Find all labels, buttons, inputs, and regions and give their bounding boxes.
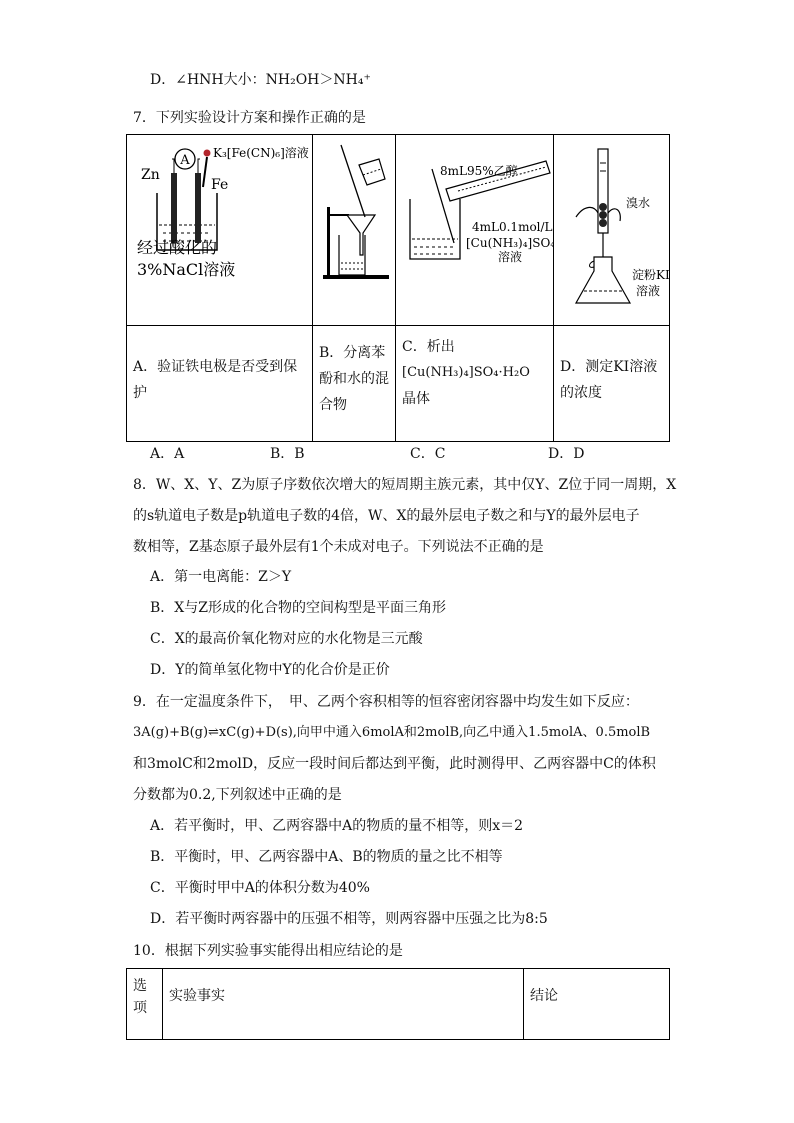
cu-label-1: 4mL0.1mol/L — [472, 220, 553, 234]
q7-figure-c — [396, 135, 554, 326]
dropper-icon — [203, 157, 207, 187]
q10-table — [126, 968, 670, 1040]
solution-label-2: 3%NaCl溶液 — [137, 260, 236, 279]
q7-figure-d — [554, 135, 670, 326]
glass-rod-icon — [341, 145, 365, 217]
q8-stem-line1: 8．W、X、Y、Z为原子序数依次增大的短周期主族元素，其中仅Y、Z位于同一周期，X — [133, 477, 677, 493]
q9-stem-line4: 分数都为0.2,下列叙述中正确的是 — [133, 787, 342, 803]
q7-caption-c-formula: [Cu(NH₃)₄]SO₄·H₂O — [402, 365, 530, 380]
q7-caption-c — [396, 326, 553, 412]
q10-header-option-1: 选 — [133, 978, 147, 994]
wire-right — [198, 159, 200, 173]
q8-option-a: A．第一电离能：Z＞Y — [150, 569, 292, 585]
starch-label-1: 淀粉KI — [632, 268, 670, 282]
titration-diagram — [554, 135, 670, 321]
stand-rod — [327, 207, 330, 277]
q9-stem-line3: 和3molC和2molD，反应一段时间后都达到平衡，此时测得甲、乙两容器中C的体积 — [133, 756, 656, 772]
q7-figure-table — [126, 134, 670, 442]
q7-caption-c-suffix: 晶体 — [402, 391, 430, 407]
q9-stem-line1: 9．在一定温度条件下， 甲、乙两个容积相等的恒容密闭容器中均发生如下反应： — [133, 694, 639, 710]
funnel-icon — [347, 215, 375, 255]
q7-figure-a — [127, 135, 313, 326]
q8-option-c: C．X的最高价氧化物对应的水化物是三元酸 — [150, 631, 423, 647]
q10-header-conclusion: 结论 — [524, 969, 670, 1040]
fe-electrode — [195, 173, 201, 243]
q7-caption-c-prefix: C．析出 — [402, 339, 455, 355]
q7-stem: 7．下列实验设计方案和操作正确的是 — [133, 110, 366, 126]
q7-figure-b — [313, 135, 396, 326]
crystallization-diagram — [396, 135, 554, 321]
q7-answer-a: A．A — [150, 446, 185, 462]
cu-label-3: 溶液 — [498, 250, 523, 264]
filtration-diagram — [313, 135, 396, 321]
wire-left — [172, 159, 174, 173]
stopcock-icon — [599, 211, 607, 219]
ethanol-label: 8mL95%乙醇 — [440, 164, 518, 178]
q8-stem-line2: 的s轨道电子数是p轨道电子数的4倍，W、X的最外层电子数之和与Y的最外层电子 — [133, 508, 640, 524]
q10-header-fact: 实验事实 — [163, 969, 524, 1040]
galvanic-cell-diagram — [127, 135, 313, 321]
q6-option-d: D．∠HNH大小：NH₂OH＞NH₄⁺ — [150, 72, 371, 88]
starch-label-2: 溶液 — [636, 284, 661, 298]
q7-answer-b: B．B — [270, 446, 305, 462]
q7-caption-a: A．验证铁电极是否受到保护 — [133, 359, 298, 401]
q9-option-a: A．若平衡时，甲、乙两容器中A的物质的量不相等，则x＝2 — [150, 818, 524, 834]
hand-left-icon — [576, 207, 598, 217]
flask-icon — [576, 257, 630, 303]
q9-option-b: B．平衡时，甲、乙两容器中A、B的物质的量之比不相等 — [150, 849, 503, 865]
q7-caption-b: B．分离苯酚和水的混合物 — [319, 345, 389, 413]
cu-label-2: [Cu(NH₃)₄]SO₄ — [466, 236, 554, 250]
zn-electrode — [171, 173, 177, 243]
q7-caption-d: D．测定KI溶液的浓度 — [560, 359, 658, 401]
dropper-bulb-icon — [204, 150, 211, 157]
zn-label: Zn — [141, 167, 160, 183]
stopcock-icon — [599, 219, 607, 227]
fe-label: Fe — [211, 177, 229, 193]
q8-option-b: B．X与Z形成的化合物的空间构型是平面三角形 — [150, 600, 446, 616]
hand-right-icon — [608, 209, 620, 221]
stopcock-icon — [599, 203, 607, 211]
reagent-label: K₃[Fe(CN)₆]溶液 — [213, 146, 309, 160]
q8-stem-line3: 数相等，Z基态原子最外层有1个未成对电子。下列说法不正确的是 — [133, 539, 544, 555]
q10-header-option-2: 项 — [133, 1000, 147, 1016]
hand-flask-icon — [590, 261, 595, 267]
q10-stem: 10．根据下列实验事实能得出相应结论的是 — [133, 943, 403, 959]
glass-rod-icon — [432, 169, 454, 243]
q7-answer-d: D．D — [548, 446, 585, 462]
q9-stem-line2: 3A(g)+B(g)⇌xC(g)+D(s),向甲中通入6molA和2molB,向乙中通入1.5molA、0.5molB — [133, 725, 651, 740]
bromine-label: 溴水 — [626, 196, 651, 210]
ammeter-label: A — [180, 153, 190, 168]
beaker-outline — [410, 199, 460, 259]
q9-option-c: C．平衡时甲中A的体积分数为40% — [150, 880, 370, 896]
solution-label-1: 经过酸化的 — [137, 238, 218, 257]
q10-header-option — [127, 969, 163, 1040]
q8-option-d: D．Y的简单氢化物中Y的化合价是正价 — [150, 662, 390, 678]
q7-answer-c: C．C — [410, 446, 446, 462]
q9-option-d: D．若平衡时两容器中的压强不相等，则两容器中压强之比为8:5 — [150, 911, 548, 927]
